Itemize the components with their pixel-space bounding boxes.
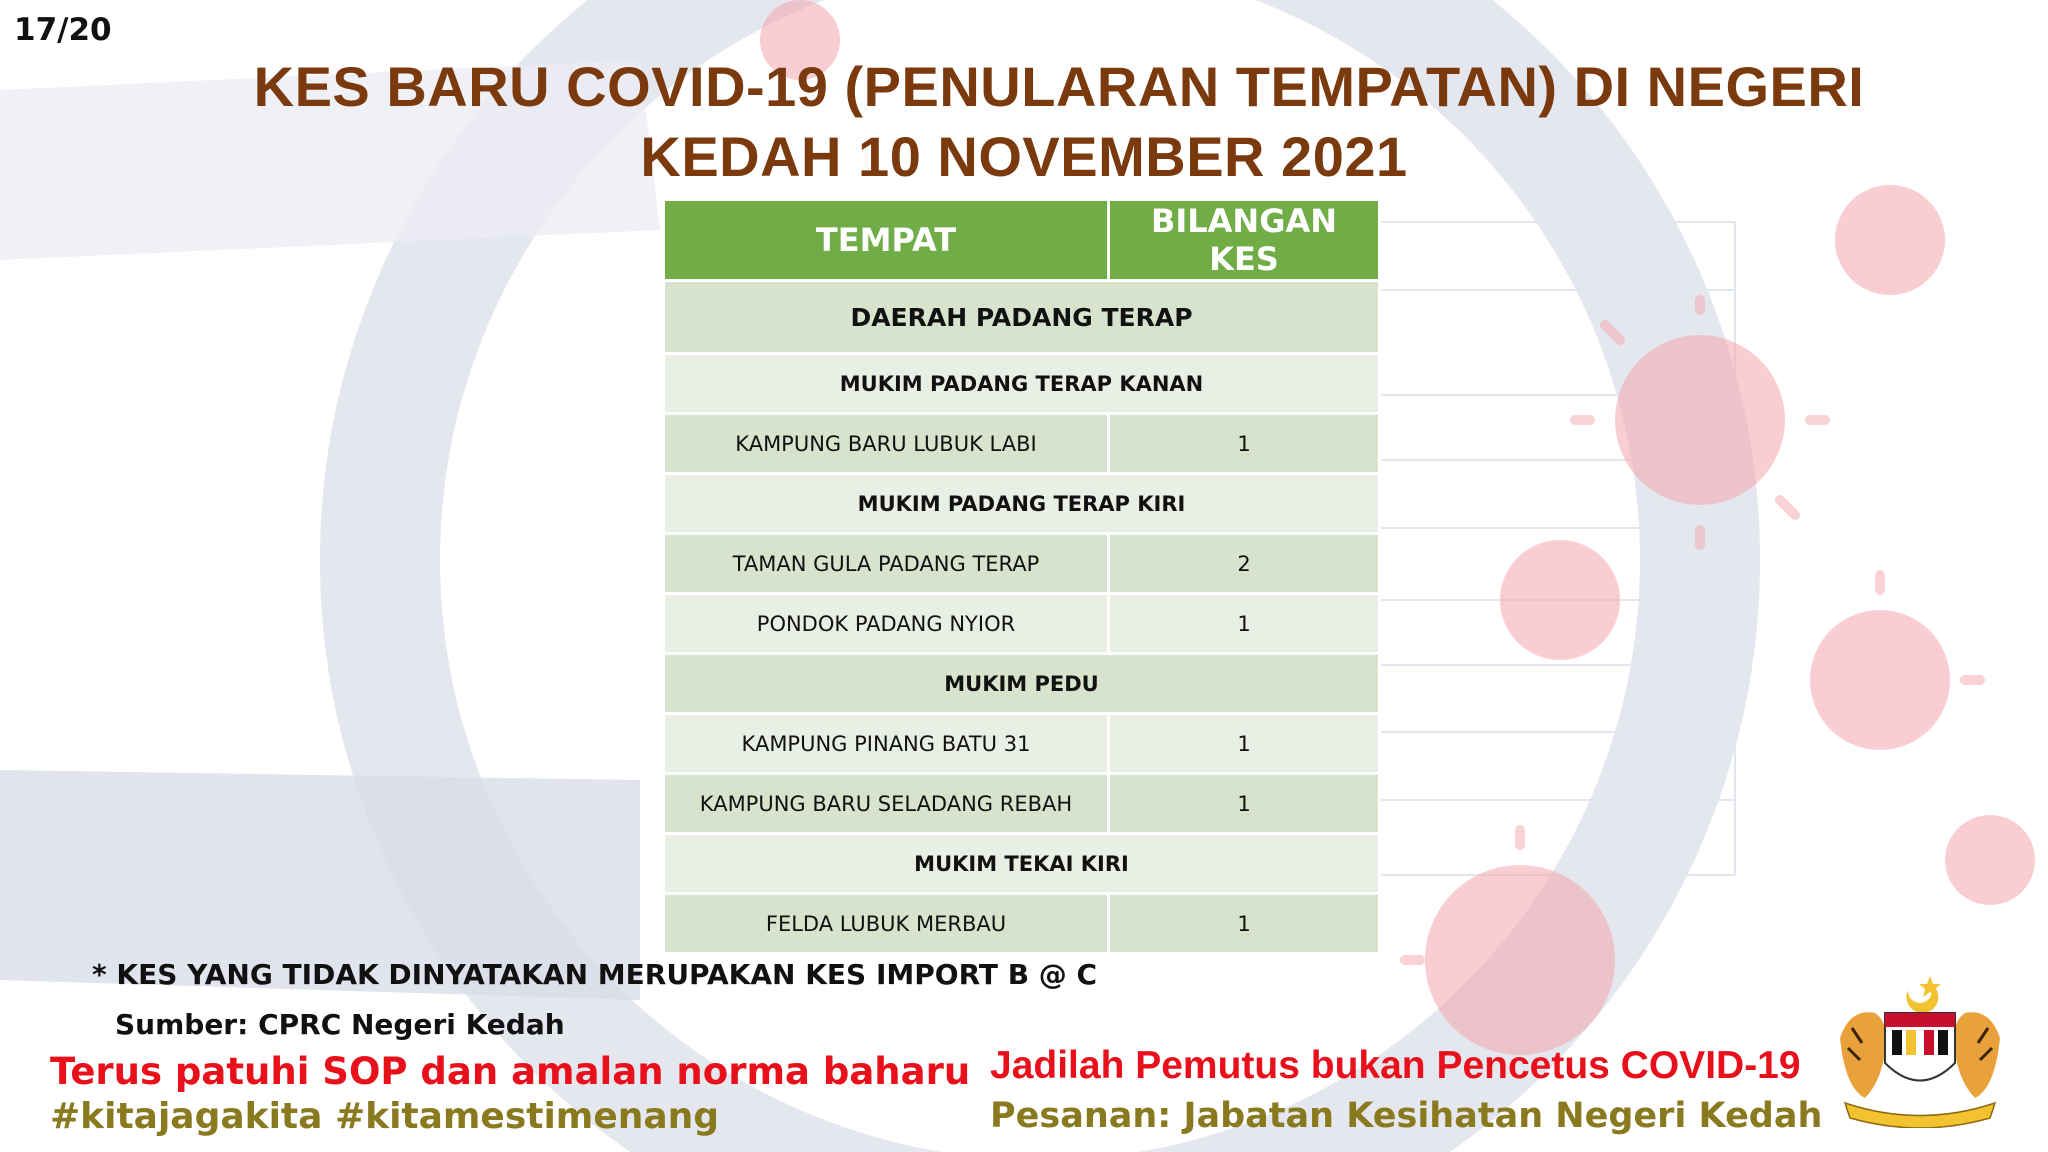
- mukim-row: [664, 354, 1380, 414]
- place-name: KAMPUNG BARU LUBUK LABI: [664, 414, 1109, 474]
- case-count: 1: [1109, 894, 1380, 954]
- table-header-row: [664, 200, 1380, 281]
- page-title: [0, 52, 2048, 192]
- case-count: 2: [1109, 534, 1380, 594]
- table-row: [664, 414, 1380, 474]
- place-name: KAMPUNG PINANG BATU 31: [664, 714, 1109, 774]
- place-name: TAMAN GULA PADANG TERAP: [664, 534, 1109, 594]
- case-count: 1: [1109, 714, 1380, 774]
- case-count: 1: [1109, 594, 1380, 654]
- page-number: 17/20: [14, 12, 112, 48]
- district-row: [664, 281, 1380, 354]
- table-row: [664, 714, 1380, 774]
- mukim-row: [664, 474, 1380, 534]
- table-row: [664, 894, 1380, 954]
- cases-table: [662, 198, 1381, 955]
- title-line-1: KES BARU COVID-19 (PENULARAN TEMPATAN) DI NEGERI: [253, 55, 1865, 118]
- slogan: Jadilah Pemutus bukan Pencetus COVID-19: [990, 1044, 1801, 1087]
- sop-message: Terus patuhi SOP dan amalan norma baharu: [50, 1050, 971, 1093]
- place-name: FELDA LUBUK MERBAU: [664, 894, 1109, 954]
- case-count: 1: [1109, 774, 1380, 834]
- table-row: [664, 534, 1380, 594]
- table-row: [664, 774, 1380, 834]
- header-bilangan-kes: BILANGAN KES: [1109, 200, 1380, 281]
- mukim-row: [664, 834, 1380, 894]
- mukim-name: MUKIM TEKAI KIRI: [664, 834, 1380, 894]
- hashtags: #kitajagakita #kitamestimenang: [50, 1096, 720, 1137]
- case-count: 1: [1109, 414, 1380, 474]
- source-note: Sumber: CPRC Negeri Kedah: [115, 1008, 565, 1041]
- message-credit: Pesanan: Jabatan Kesihatan Negeri Kedah: [990, 1096, 1823, 1136]
- mukim-name: MUKIM PEDU: [664, 654, 1380, 714]
- mukim-name: MUKIM PADANG TERAP KANAN: [664, 354, 1380, 414]
- mukim-row: [664, 654, 1380, 714]
- place-name: PONDOK PADANG NYIOR: [664, 594, 1109, 654]
- footnote: * KES YANG TIDAK DINYATAKAN MERUPAKAN KES IMPORT B @ C: [92, 958, 1098, 991]
- coat-of-arms-icon: [1830, 968, 2010, 1128]
- title-line-2: KEDAH 10 NOVEMBER 2021: [640, 125, 1408, 188]
- place-name: KAMPUNG BARU SELADANG REBAH: [664, 774, 1109, 834]
- table-row: [664, 594, 1380, 654]
- mukim-name: MUKIM PADANG TERAP KIRI: [664, 474, 1380, 534]
- header-tempat: TEMPAT: [664, 200, 1109, 281]
- district-name: DAERAH PADANG TERAP: [664, 281, 1380, 354]
